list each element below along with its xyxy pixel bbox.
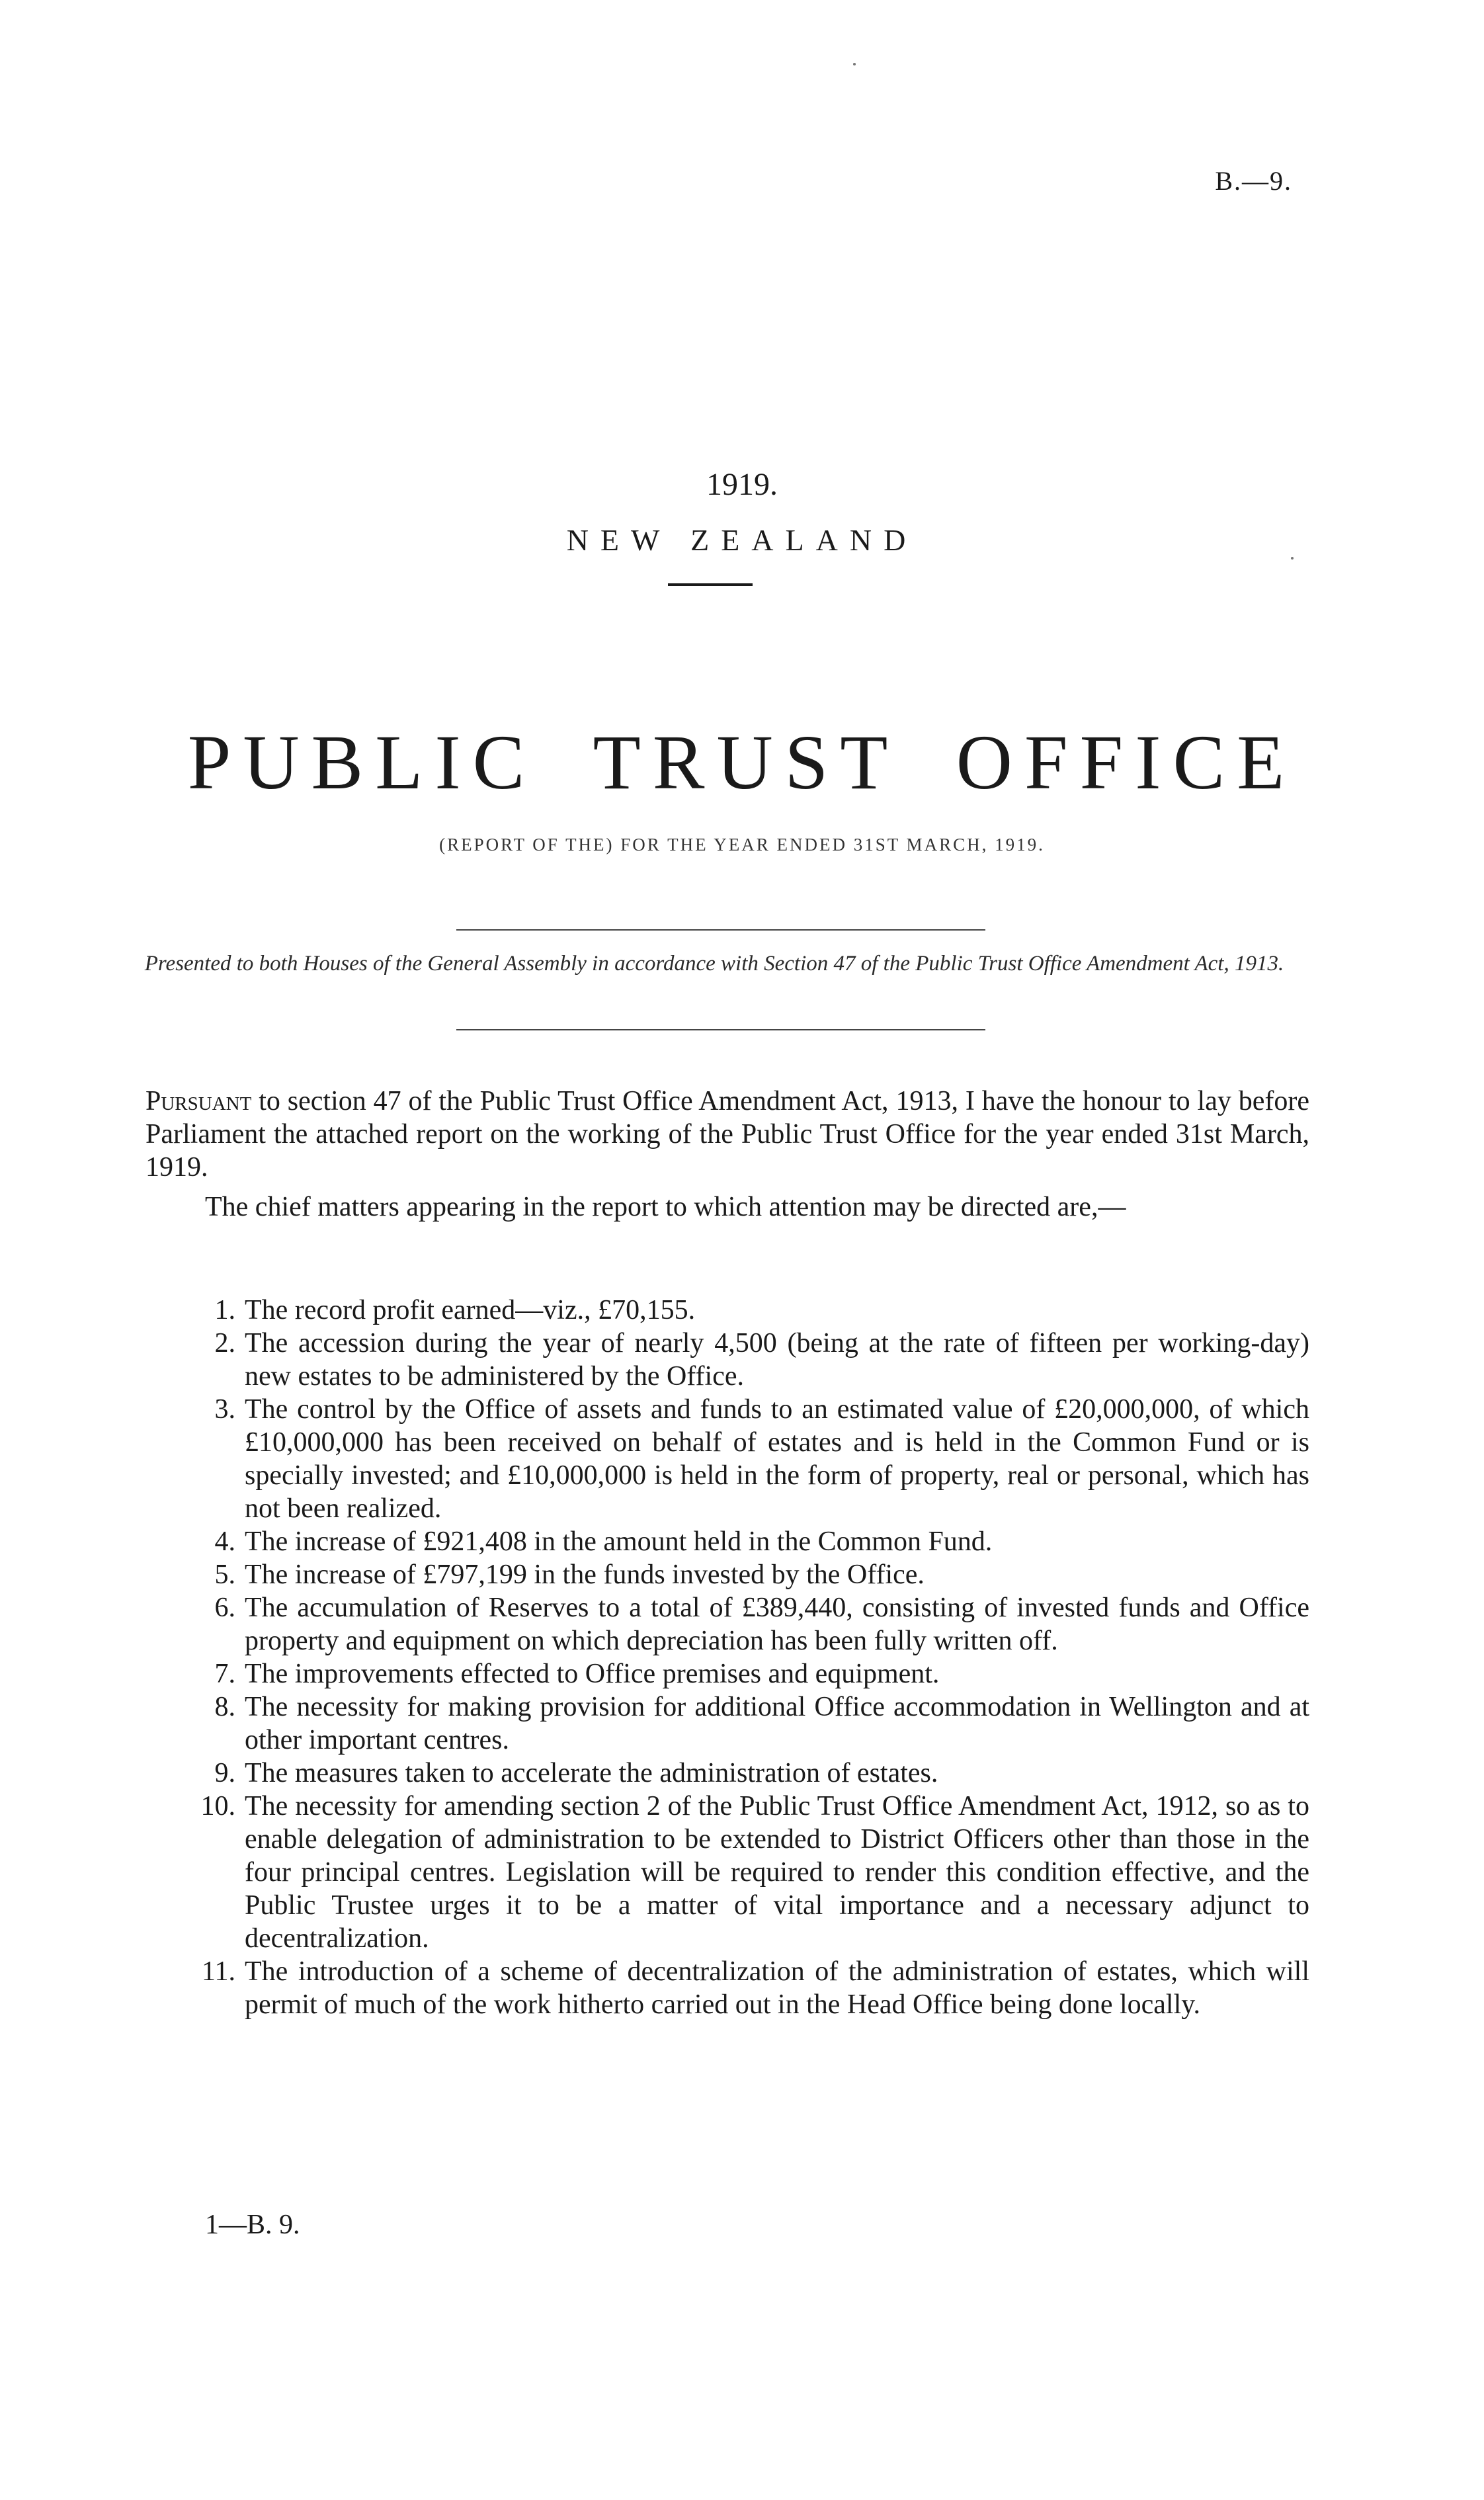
scan-speck — [1291, 557, 1294, 560]
list-item — [145, 1757, 1309, 1790]
item-text: The necessity for making provision for additional Office accommodation in Wellington and at other important centres. — [245, 1692, 1309, 1755]
presented-bottom-rule — [456, 1029, 985, 1030]
page-subtitle: (REPORT OF THE) FOR THE YEAR ENDED 31ST MARCH, 1919. — [439, 835, 1045, 854]
item-number: 9. — [214, 1758, 235, 1788]
item-number: 4. — [214, 1526, 235, 1557]
item-number: 10. — [200, 1791, 235, 1821]
matters-list — [145, 1294, 1309, 2021]
item-text: The accumulation of Reserves to a total of £389,440, consisting of invested funds and Office property and equipment on which depreciation has been fully written off. — [245, 1593, 1309, 1656]
list-item — [145, 1955, 1309, 2021]
item-number: 8. — [214, 1692, 235, 1722]
list-item — [145, 1393, 1309, 1525]
intro-lead-word: Pursuant — [145, 1086, 252, 1116]
scan-speck — [853, 63, 856, 65]
list-item — [145, 1525, 1309, 1558]
item-text: The increase of £797,199 in the funds invested by the Office. — [245, 1560, 925, 1590]
list-item — [145, 1327, 1309, 1393]
list-item — [145, 1690, 1309, 1757]
item-number: 3. — [214, 1394, 235, 1425]
item-text: The measures taken to accelerate the administration of estates. — [245, 1758, 938, 1788]
item-number: 2. — [214, 1328, 235, 1358]
item-text: The increase of £921,408 in the amount held in the Common Fund. — [245, 1526, 993, 1557]
country-heading: NEW ZEALAND — [566, 523, 918, 557]
item-number: 5. — [214, 1560, 235, 1590]
item-number: 6. — [214, 1593, 235, 1623]
presentation-note: Presented to both Houses of the General Assembly in accordance with Section 47 of the Public Trust Office Amendment Act, 1913. — [144, 952, 1284, 976]
item-number: 7. — [214, 1659, 235, 1689]
intro-paragraph — [145, 1085, 1309, 1184]
item-text: The record profit earned—viz., £70,155. — [245, 1295, 696, 1325]
item-text: The introduction of a scheme of decentralization of the administration of estates, which will permit of much of the work hitherto carried out in the Head Office being done locally. — [245, 1956, 1309, 2020]
list-item — [145, 1294, 1309, 1327]
item-number: 11. — [202, 1956, 235, 1987]
list-item — [145, 1558, 1309, 1591]
document-reference: B.—9. — [1215, 166, 1292, 196]
lead-in-paragraph: The chief matters appearing in the report to which attention may be directed are,— — [205, 1192, 1126, 1222]
item-text: The control by the Office of assets and funds to an estimated value of £20,000,000, of which £10,000,000 has been received on behalf of estates and is held in the Common Fund or is specially invested; and £10,000,000 is held in the form of property, real or personal, which has not been realized. — [245, 1394, 1309, 1524]
list-item — [145, 1591, 1309, 1657]
item-number: 1. — [214, 1295, 235, 1325]
list-item — [145, 1790, 1309, 1955]
item-text: The accession during the year of nearly 4,500 (being at the rate of fifteen per working-day) new estates to be administered by the Office. — [245, 1328, 1309, 1392]
item-text: The necessity for amending section 2 of the Public Trust Office Amendment Act, 1912, so as to enable delegation of administration to be extended to District Officers other than those in the four principal centres. Legislation will be required to render this condition effective, and the Public Trustee urges it to be a matter of vital importance and a necessary adjunct to decentralization. — [245, 1791, 1309, 1954]
list-item — [145, 1657, 1309, 1690]
item-text: The improvements effected to Office premises and equipment. — [245, 1659, 940, 1689]
page-title: PUBLIC TRUST OFFICE — [187, 719, 1297, 806]
heading-divider — [668, 583, 753, 586]
page-footer-reference: 1—B. 9. — [205, 2210, 300, 2240]
report-year: 1919. — [706, 467, 778, 502]
intro-text: to section 47 of the Public Trust Office Amendment Act, 1913, I have the honour to lay before Parliament the attached report on the working of the Public Trust Office for the year ended 31st March, 1919. — [145, 1086, 1309, 1183]
presented-top-rule — [456, 929, 985, 931]
